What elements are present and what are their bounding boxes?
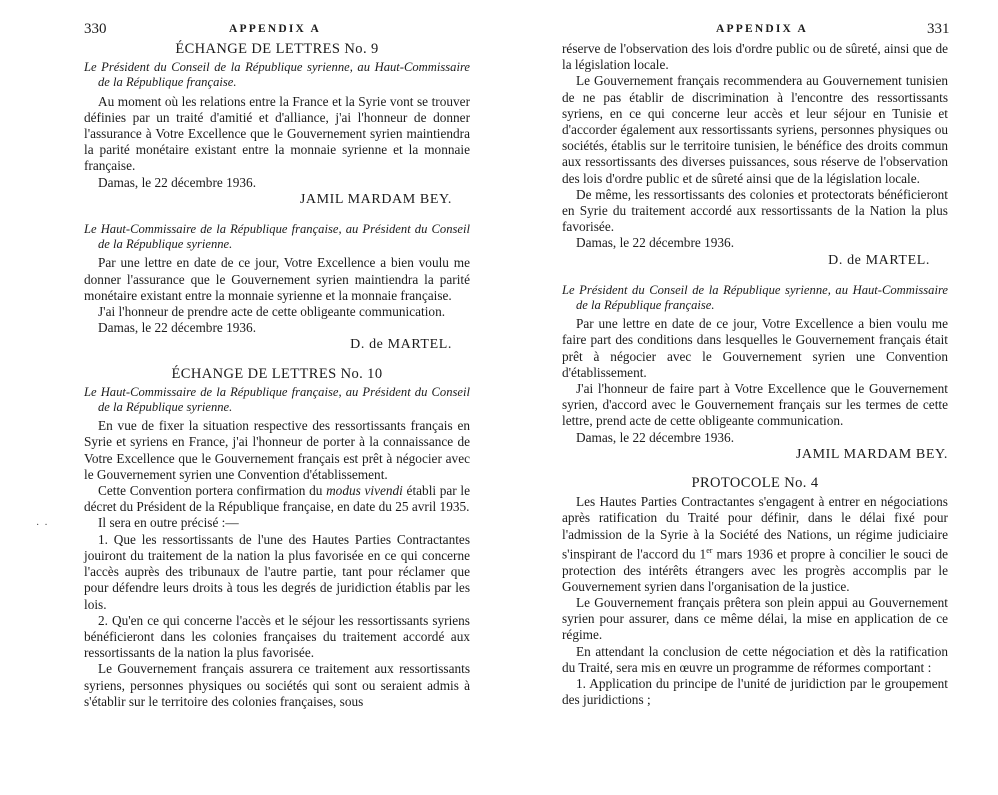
letter-date: Damas, le 22 décembre 1936.	[576, 235, 735, 251]
signature: JAMIL MARDAM BEY.	[299, 191, 452, 207]
running-head: APPENDIX A	[229, 23, 321, 35]
running-head: APPENDIX A	[716, 23, 808, 35]
list-item: 1. Que les ressortissants de l'une des Hautes Parties Contractantes jouiront du traitement de la nation la plus favorisée en ce qui concerne l'accès auprès des tribunaux de l'autre partie, tant pour réclamer que pour défendre leurs droits à tous les degrés de juridiction établis par les lois.	[84, 531, 470, 612]
letter-body: Au moment où les relations entre la France et la Syrie vont se trouver définies par un traité d'amitié et d'alliance, j'ai l'honneur de donner l'assurance à Votre Excellence que le Gouvernement syrien maintiendra la parité monétaire existant entre la monnaie syrienne et la monnaie française.	[84, 93, 470, 174]
letter-date: Damas, le 22 décembre 1936.	[98, 320, 257, 336]
list-item: 2. Qu'en ce qui concerne l'accès et le séjour les ressortissants syriens bénéficieront dans les colonies françaises du traitement accordé aux ressortissants de la nation la plus favorisée.	[84, 612, 470, 661]
letter-paragraph: Il sera en outre précisé :—	[98, 515, 239, 531]
letter-paragraph	[84, 483, 470, 515]
letter-address: Le Président du Conseil de la République syrienne, au Haut-Commissaire de la République française.	[84, 60, 470, 90]
left-column	[84, 41, 470, 710]
continued-paragraph: réserve de l'observation des lois d'ordre public ou de sûreté, ainsi que de la législation locale.	[562, 41, 948, 73]
signature: D. de MARTEL.	[350, 337, 452, 353]
letter-paragraph: Par une lettre en date de ce jour, Votre Excellence a bien voulu me donner l'assurance que le Gouvernement syrien maintiendra la parité monétaire existant entre la monnaie syrienne et la monnaie française.	[84, 255, 470, 303]
protocol-paragraph: En attendant la conclusion de cette négociation et dès la ratification du Traité, sera mis en œuvre un programme de réformes comportant :	[562, 643, 948, 675]
letter-paragraph: Le Gouvernement français assurera ce traitement aux ressortissants syriens, personnes physiques ou sociétés qui sont ou seraient admis à s'établir sur le territoire des colonies françaises, sous	[84, 661, 470, 709]
spacer	[562, 269, 948, 281]
letter-address: Le Haut-Commissaire de la République française, au Président du Conseil de la République syrienne.	[84, 222, 470, 252]
letter-paragraph: De même, les ressortissants des colonies et protectorats bénéficieront en Syrie du traitement accordé aux ressortissants de la Nation la plus favorisée.	[562, 186, 948, 235]
text-run: Cette Convention portera confirmation du	[98, 483, 327, 499]
protocol-paragraph	[562, 494, 948, 595]
exchange-10-heading: ÉCHANGE DE LETTRES No. 10	[171, 365, 383, 382]
text-run: établi par le décret du Président de la République française, en date du 25 avril 1935.	[84, 483, 470, 515]
list-item: 1. Application du principe de l'unité de juridiction par le groupement des juridictions ;	[562, 675, 948, 708]
page-number: 330	[84, 21, 107, 37]
margin-marks: · ·	[36, 520, 48, 531]
superscript: er	[706, 545, 713, 555]
protocol-paragraph: Le Gouvernement français prêtera son plein appui au Gouvernement syrien pour assurer, dans ce même délai, la mise en application de ce régime.	[562, 594, 948, 643]
right-column	[562, 41, 948, 708]
letter-address: Le Président du Conseil de la République syrienne, au Haut-Commissaire de la République française.	[562, 282, 948, 313]
letter-address: Le Haut-Commissaire de la République française, au Président du Conseil de la République syrienne.	[84, 384, 470, 415]
letter-date: Damas, le 22 décembre 1936.	[576, 429, 735, 445]
letter-paragraph: Par une lettre en date de ce jour, Votre Excellence a bien voulu me faire part des conditions dans lesquelles le Gouvernement français était prêt à négocier avec le Gouvernement syrien une Convention d'établissement.	[562, 316, 948, 380]
spacer	[84, 208, 470, 220]
letter-paragraph: J'ai l'honneur de prendre acte de cette obligeante communication.	[98, 304, 446, 320]
letter-paragraph: J'ai l'honneur de faire part à Votre Excellence que le Gouvernement syrien, d'accord avec le Gouvernement français sur les termes de cette lettre, prend acte de cette obligeante communication.	[562, 381, 948, 429]
exchange-9-heading: ÉCHANGE DE LETTRES No. 9	[175, 41, 379, 57]
spacer	[562, 463, 948, 475]
signature: D. de MARTEL.	[828, 252, 930, 268]
letter-paragraph: Le Gouvernement français recommendera au Gouvernement tunisien de ne pas établir de discrimination à l'encontre des ressortissants syriens, en ce qui concerne leur accès et leur séjour en Tunisie et d'accorder également aux ressortissants syriens, personnes physiques ou sociétés, établis sur le territoire tunisien, le bénéfice des droits commun aux ressortissants des diverses puissances, sous réserve de l'observation des lois d'ordre public et de sûreté ainsi que de la législation locale.	[562, 73, 948, 186]
page-number: 331	[927, 21, 950, 37]
text-run: Les Hautes Parties Contractantes s'engagent à entrer en négociations après ratification du Traité pour définir, dans le délai fixé pour l'admission de la Syrie à la Société des Nations, un régime judiciaire s'inspirant de l'accord du 1	[562, 494, 948, 562]
right-page	[499, 0, 998, 795]
text-run: mars 1936 et propre à concilier le souci de protection des intérêts étrangers avec les progrès accomplis par le Gouvernement syrien dans l'organisation de la justice.	[562, 546, 948, 594]
protocol-heading: PROTOCOLE No. 4	[691, 475, 819, 492]
signature: JAMIL MARDAM BEY.	[795, 446, 948, 462]
letter-paragraph: En vue de fixer la situation respective des ressortissants français en Syrie et syriens en France, j'ai l'honneur de porter à la connaissance de Votre Excellence que le Gouvernement français est prêt à négocier avec le Gouvernement syrien une Convention d'établissement.	[84, 418, 470, 482]
letter-date: Damas, le 22 décembre 1936.	[98, 174, 257, 190]
spacer	[84, 354, 470, 366]
text-run-italic: modus vivendi	[326, 483, 403, 499]
